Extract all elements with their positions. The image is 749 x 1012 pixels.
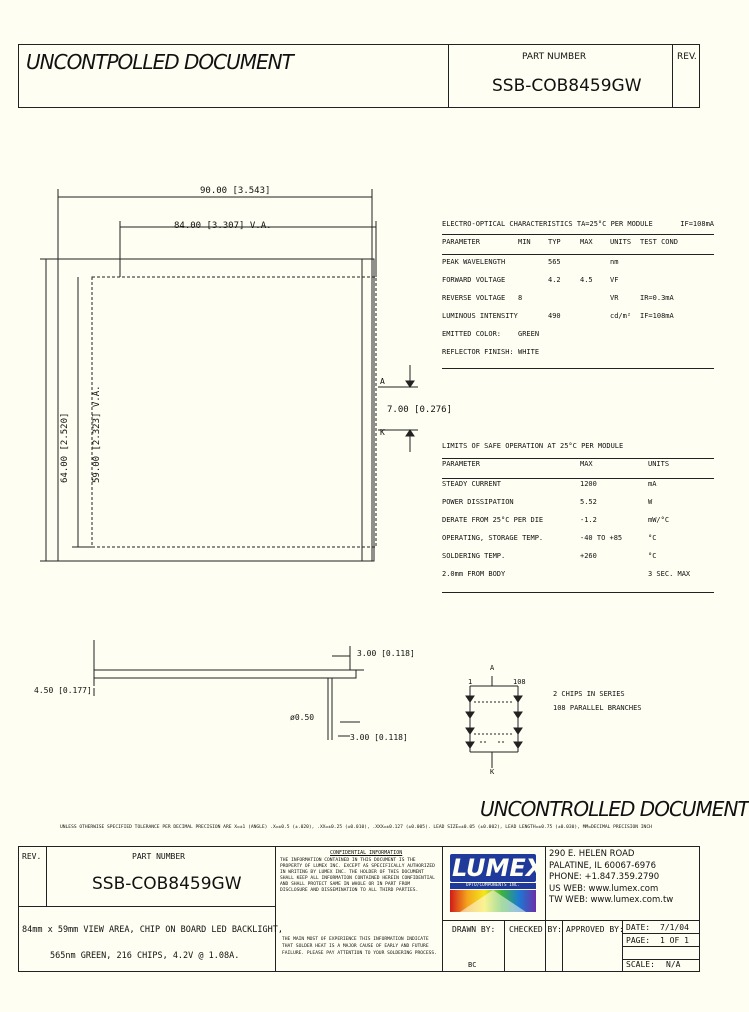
- limits-cell: -40 TO +85: [580, 534, 623, 542]
- eo-table-header: PARAMETER MIN TYP MAX UNITS TEST COND: [442, 238, 678, 246]
- eo-cell: 4.5: [580, 276, 593, 284]
- eo-table-row: [442, 290, 714, 308]
- dim-total-width: 90.00 [3.543]: [200, 186, 271, 196]
- dim-va-height: 59.00 [2.323] V.A.: [92, 385, 102, 483]
- limits-cell: °C: [648, 552, 657, 560]
- limits-cell: DERATE FROM 25°C PER DIE: [442, 516, 544, 524]
- tb-page-value: 1 OF 1: [660, 936, 689, 945]
- tb-solder-note: THE MAIN MOST OF EXPERIENCE THIS INFORMATION INDICATE THAT SOLDER HEAT IS A MAJOR CAUSE OF EARLY AND FUTURE FAILURE. PLEASE PAY ATTENTION TO YOUR SOLDERING PROCESS.: [282, 937, 437, 956]
- eo-cell: PEAK WAVELENGTH: [442, 258, 506, 266]
- eo-table-row: [442, 254, 714, 272]
- eo-cell: REFLECTOR FINISH:: [442, 348, 514, 356]
- eo-table-row: [442, 344, 714, 362]
- circuit-diagram: [460, 672, 540, 777]
- dim-thickness: 7.00 [0.276]: [387, 405, 453, 415]
- address-phone: PHONE: +1.847.359.2790: [549, 872, 660, 882]
- tb-page-label: PAGE:: [626, 936, 651, 945]
- lumex-logo: [446, 850, 545, 916]
- front-view-drawing: [40, 175, 430, 590]
- eo-table-row: [442, 326, 714, 344]
- logo-subtitle: OPTO/COMPONENTS INC.: [450, 883, 536, 889]
- header-part-number-label: PART NUMBER: [522, 52, 587, 62]
- uncontrolled-stamp-bottom: UNCONTROLLED DOCUMENT: [480, 797, 749, 821]
- limits-cell: 1200: [580, 480, 597, 488]
- header-rev-label: REV.: [677, 52, 697, 62]
- uncontrolled-stamp-top: UNCONTPOLLED DOCUMENT: [26, 50, 293, 74]
- dim-va-width: 84.00 [3.307] V.A.: [174, 221, 272, 231]
- eo-cell: REVERSE VOLTAGE: [442, 294, 506, 302]
- header-part-number: SSB-COB8459GW: [492, 76, 642, 96]
- limits-cell: 2.0mm FROM BODY: [442, 570, 506, 578]
- outline-va: [92, 277, 376, 547]
- side-dim-pin: ø0.50: [290, 713, 315, 722]
- limits-table: [442, 442, 714, 584]
- limits-cell: SOLDERING TEMP.: [442, 552, 506, 560]
- terminal-k-label: K: [380, 428, 385, 437]
- limits-cell: +260: [580, 552, 597, 560]
- tb-rev-label: REV.: [22, 852, 42, 861]
- limits-table-title: LIMITS OF SAFE OPERATION AT 25°C PER MODULE: [442, 442, 624, 450]
- eo-table-row: [442, 308, 714, 326]
- limits-table-row: [442, 548, 714, 566]
- eo-cell: cd/m²: [610, 312, 632, 320]
- limits-cell: 3 SEC. MAX: [648, 570, 691, 578]
- tb-date-value: 7/1/04: [660, 923, 689, 932]
- limits-table-row: [442, 530, 714, 548]
- circuit-cathode-label: K: [490, 768, 495, 776]
- limits-cell: mA: [648, 480, 657, 488]
- eo-cell: VF: [610, 276, 619, 284]
- circuit-col-first: 1: [468, 678, 473, 686]
- eo-cell: IR=0.3mA: [640, 294, 674, 302]
- limits-table-header: PARAMETER MAX UNITS: [442, 460, 670, 468]
- side-dim-bottom: 3.00 [0.118]: [350, 733, 408, 742]
- address-us-web[interactable]: US WEB: www.lumex.com: [549, 883, 659, 894]
- limits-cell: -1.2: [580, 516, 597, 524]
- limits-cell: OPERATING, STORAGE TEMP.: [442, 534, 544, 542]
- eo-cell: WHITE: [518, 348, 540, 356]
- eo-table-title: ELECTRO-OPTICAL CHARACTERISTICS TA=25°C PER MODULE: [442, 220, 653, 228]
- eo-cell: 8: [518, 294, 523, 302]
- side-dim-left: 4.50 [0.177]: [34, 686, 92, 695]
- tb-part-number-label: PART NUMBER: [132, 852, 185, 861]
- address-tw-web[interactable]: TW WEB: www.lumex.com.tw: [549, 895, 674, 905]
- eo-table-cond: IF=108mA: [680, 220, 714, 228]
- tb-description-1: 84mm x 59mm VIEW AREA, CHIP ON BOARD LED BACKLIGHT,: [22, 925, 283, 935]
- tb-confidential-title: CONFIDENTIAL INFORMATION: [330, 850, 403, 856]
- limits-table-row: [442, 476, 714, 494]
- address-city: PALATINE, IL 60067-6976: [549, 860, 656, 871]
- eo-cell: IF=108mA: [640, 312, 674, 320]
- limits-cell: °C: [648, 534, 657, 542]
- tb-checked-by-label: CHECKED BY:: [509, 925, 562, 934]
- eo-cell: EMITTED COLOR:: [442, 330, 502, 338]
- terminal-a-label: A: [380, 377, 385, 386]
- eo-cell: GREEN: [518, 330, 540, 338]
- address-street: 290 E. HELEN ROAD: [549, 849, 635, 859]
- tolerance-note: UNLESS OTHERWISE SPECIFIED TOLERANCE PER DECIMAL PRECISION ARE X=±1 (ANGLE) .X=±0.5 (±.020), .XX=±0.25 (±0.010), .XXX=±0.127 (±0.005). LEAD SIZE=±0.05 (±0.002), LEAD LENGTH=±0.75 (±0.030), MM=DECIMAL PRECISION INCH: [60, 825, 652, 830]
- circuit-note-series: 2 CHIPS IN SERIES: [553, 690, 625, 698]
- circuit-note-parallel: 108 PARALLEL BRANCHES: [553, 704, 642, 712]
- tb-date-label: DATE:: [626, 923, 651, 932]
- eo-cell: nm: [610, 258, 619, 266]
- limits-cell: 5.52: [580, 498, 597, 506]
- tb-address: [549, 849, 673, 907]
- outline-outer: [58, 259, 372, 561]
- tb-part-number: SSB-COB8459GW: [92, 874, 242, 894]
- eo-cell: LUMINOUS INTENSITY: [442, 312, 518, 320]
- limits-cell: mW/°C: [648, 516, 670, 524]
- eo-cell: VR: [610, 294, 619, 302]
- limits-table-row: [442, 512, 714, 530]
- limits-cell: POWER DISSIPATION: [442, 498, 514, 506]
- dim-total-height: 64.00 [2.520]: [60, 412, 70, 483]
- eo-cell: FORWARD VOLTAGE: [442, 276, 506, 284]
- eo-table: [442, 220, 714, 362]
- limits-cell: STEADY CURRENT: [442, 480, 502, 488]
- limits-cell: W: [648, 498, 653, 506]
- tb-approved-by-label: APPROVED BY:: [566, 925, 624, 934]
- eo-cell: 4.2: [548, 276, 561, 284]
- logo-text: LUMEX: [452, 854, 545, 882]
- side-dim-top: 3.00 [0.118]: [357, 649, 415, 658]
- tb-drawn-by-label: DRAWN BY:: [452, 925, 496, 934]
- eo-cell: 565: [548, 258, 561, 266]
- limits-table-row: [442, 566, 714, 584]
- tb-scale-value: N/A: [666, 960, 681, 969]
- tb-scale-label: SCALE:: [626, 960, 655, 969]
- circuit-col-last: 108: [513, 678, 526, 686]
- tb-drawn-by: BC: [468, 961, 477, 969]
- eo-table-row: [442, 272, 714, 290]
- limits-table-row: [442, 494, 714, 512]
- circuit-anode-label: A: [490, 664, 495, 672]
- eo-cell: 490: [548, 312, 561, 320]
- tb-description-2: 565nm GREEN, 216 CHIPS, 4.2V @ 1.08A.: [50, 951, 240, 961]
- tb-confidential-text: THE INFORMATION CONTAINED IN THIS DOCUMENT IS THE PROPERTY OF LUMEX INC. EXCEPT AS SPECIFICALLY AUTHORIZED IN WRITING BY LUMEX INC. THE HOLDER OF THIS DOCUMENT SHALL KEEP ALL INFORMATION CONTAINED HEREIN CONFIDENTIAL AND SHALL PROTECT SAME IN WHOLE OR IN PART FROM DISCLOSURE AND DISSEMINATION TO ALL THIRD PARTIES.: [280, 858, 435, 893]
